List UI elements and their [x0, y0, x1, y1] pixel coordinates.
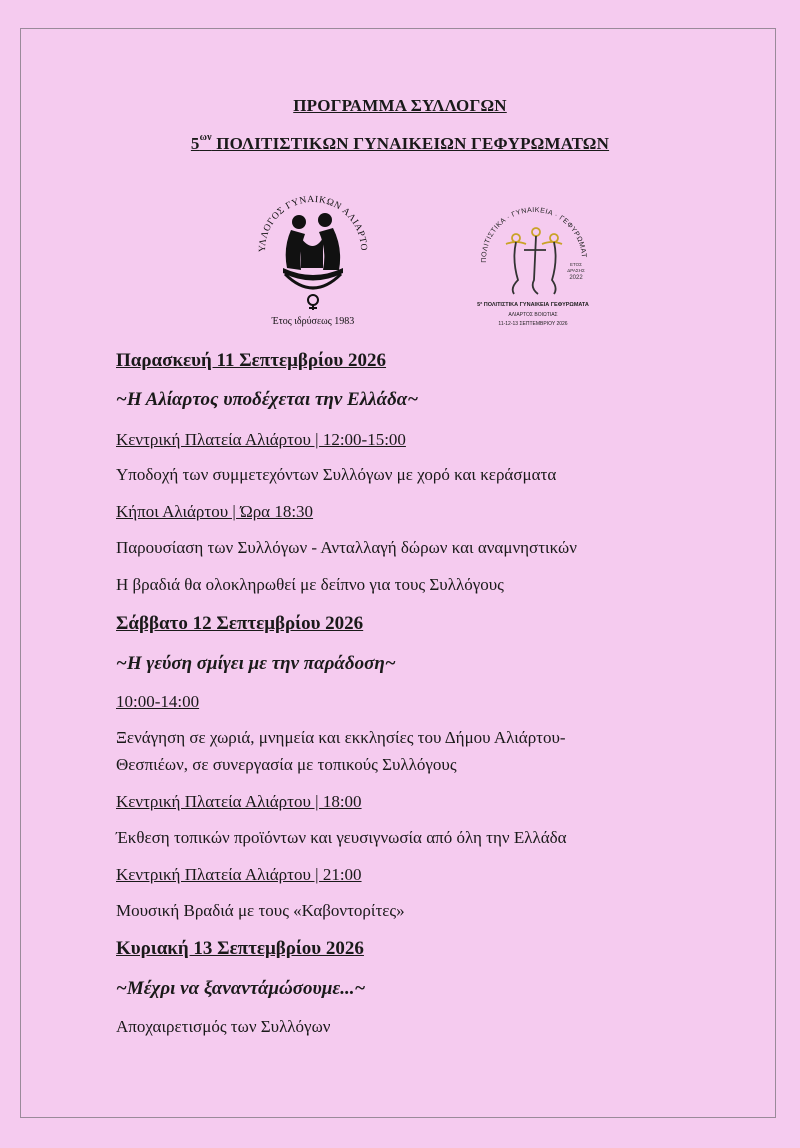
- day1-place2: Κήποι Αλιάρτου | Ώρα 18:30: [116, 502, 314, 521]
- female-symbol-icon: [308, 295, 318, 305]
- badge-line2: ΔΡΑΣΗΣ: [567, 268, 585, 273]
- day1-desc2: Παρουσίαση των Συλλόγων - Ανταλλαγή δώρων και αναμνηστικών: [116, 538, 577, 557]
- day2-theme: ~Η γεύση σμίγει με την παράδοση~: [116, 653, 396, 674]
- subtitle-number: 5: [190, 134, 200, 153]
- day2-date: Σάββατο 12 Σεπτεμβρίου 2026: [116, 613, 364, 634]
- day2-desc3: Μουσική Βραδιά με τους «Καβοντορίτες»: [116, 901, 405, 920]
- festival-logo: [458, 180, 608, 330]
- day2-desc2: Έκθεση τοπικών προϊόντων και γευσιγνωσία από όλη την Ελλάδα: [116, 828, 567, 847]
- day2-place1: 10:00-14:00: [116, 692, 200, 711]
- day2-place2: Κεντρική Πλατεία Αλιάρτου | 18:00: [116, 792, 362, 811]
- day2-desc1-line2: Θεσπιέων, σε συνεργασία με τοπικούς Συλλόγους: [116, 755, 457, 774]
- day1-desc3: Η βραδιά θα ολοκληρωθεί με δείπνο για τους Συλλόγους: [116, 575, 504, 594]
- day2-place3: Κεντρική Πλατεία Αλιάρτου | 21:00: [116, 865, 362, 884]
- logo-right-caption3: 11-12-13 ΣΕΠΤΕΜΒΡΙΟΥ 2026: [498, 321, 568, 327]
- logo-left-arc-text: ΥΛΛΟΓΟΣ ΓΥΝΑΙΚΩΝ ΑΛΙΑΡΤΟ: [257, 194, 369, 253]
- badge-line1: ΕΤΟΣ: [570, 262, 582, 267]
- subtitle-text: ΠΟΛΙΤΙΣΤΙΚΩΝ ΓΥΝΑΙΚΕΙΩΝ ΓΕΦΥΡΩΜΑΤΩΝ: [211, 134, 610, 153]
- day3-date: Κυριακή 13 Σεπτεμβρίου 2026: [116, 938, 364, 959]
- two-women-figure-icon: [283, 213, 343, 281]
- year-badge: [567, 262, 585, 281]
- svg-text:ΠΟΛΙΤΙΣΤΙΚΑ · ΓΥΝΑΙΚΕΙΑ · ΓΕΦΥ: [458, 180, 587, 263]
- day1-place1: Κεντρική Πλατεία Αλιάρτου | 12:00-15:00: [116, 430, 406, 449]
- program-title: ΠΡΟΓΡΑΜΜΑ ΣΥΛΛΟΓΩΝ: [293, 96, 507, 115]
- program-subtitle: [0, 134, 800, 154]
- day3-desc1: Αποχαιρετισμός των Συλλόγων: [116, 1017, 331, 1036]
- logo-right-arc-text: ΠΟΛΙΤΙΣΤΙΚΑ · ΓΥΝΑΙΚΕΙΑ · ΓΕΦΥΡΩΜΑΤ: [480, 206, 587, 263]
- subtitle-ordinal: ων: [199, 132, 212, 143]
- badge-year: 2022: [569, 275, 583, 281]
- dancing-women-icon: [506, 228, 562, 294]
- logo-left-founded: Έτος ιδρύσεως 1983: [271, 316, 355, 327]
- day1-theme: ~Η Αλίαρτος υποδέχεται την Ελλάδα~: [116, 389, 419, 410]
- day3-theme: ~Μέχρι να ξαναντάμώσουμε...~: [116, 978, 366, 999]
- logo-right-caption1: 5ª ΠΟΛΙΤΙΣΤΙΚΑ ΓΥΝΑΙΚΕΙΑ ΓΕΦΥΡΩΜΑΤΑ: [477, 302, 589, 308]
- logo-right-caption2: ΑΛΙΑΡΤΟΣ ΒΟΙΩΤΙΑΣ: [508, 312, 558, 318]
- svg-text:ΣΥΛΛΟΓΟΣ ΓΥΝΑΙΚΩΝ ΑΛΙΑΡΤΟΥ: [243, 178, 368, 252]
- day1-date: Παρασκευή 11 Σεπτεμβρίου 2026: [116, 350, 387, 371]
- day1-desc1: Υποδοχή των συμμετεχόντων Συλλόγων με χορό και κεράσματα: [116, 465, 557, 484]
- womens-association-logo: [243, 178, 383, 328]
- day2-desc1-line1: Ξενάγηση σε χωριά, μνημεία και εκκλησίες του Δήμου Αλιάρτου-: [116, 728, 566, 747]
